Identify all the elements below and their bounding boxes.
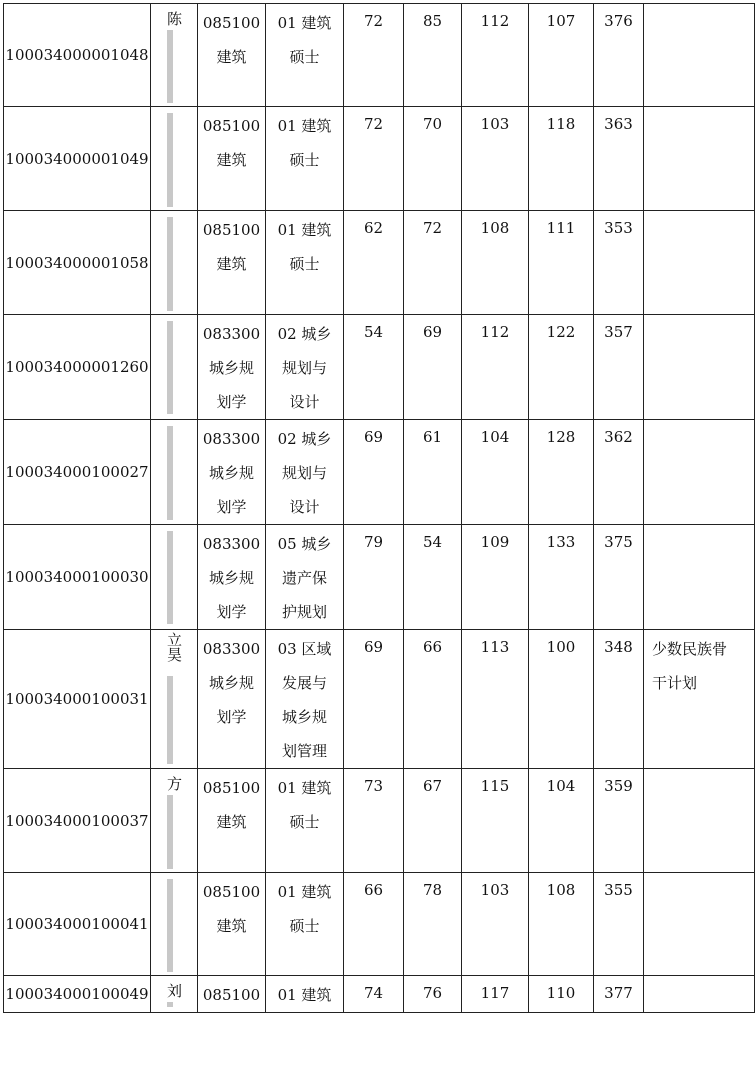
table-row — [4, 976, 755, 1013]
score-language-cell-text: 85 — [422, 12, 443, 30]
score-language-cell-text: 70 — [422, 115, 443, 133]
score-politics-cell-text: 69 — [363, 638, 384, 656]
score-subject2-cell — [529, 315, 594, 420]
direction-cell-text: 01 建筑 硕士 — [277, 14, 332, 66]
name-redaction-mark — [167, 795, 173, 869]
score-politics-cell-text: 69 — [363, 428, 384, 446]
score-language-cell — [404, 107, 462, 211]
score-subject1-cell-text: 115 — [480, 777, 510, 795]
total-score-cell-text: 359 — [604, 777, 633, 795]
major-cell — [198, 4, 266, 107]
score-subject2-cell-text: 108 — [546, 881, 576, 899]
total-score-cell-text: 353 — [604, 219, 633, 237]
candidate-id-cell-text: 100034000100031 — [5, 690, 149, 708]
score-politics-cell-text: 62 — [363, 219, 384, 237]
score-subject2-cell-text: 133 — [546, 533, 576, 551]
direction-cell-text: 01 建筑 硕士 — [277, 221, 332, 273]
major-cell — [198, 211, 266, 315]
direction-cell-text: 01 建筑 硕士 — [277, 779, 332, 831]
total-score-cell-text: 376 — [604, 12, 633, 30]
total-score-cell — [594, 4, 644, 107]
note-cell — [644, 976, 755, 1013]
score-subject2-cell-text: 104 — [546, 777, 576, 795]
total-score-cell — [594, 976, 644, 1013]
direction-cell-text: 01 建筑 硕士 — [277, 117, 332, 169]
score-politics-cell-text: 72 — [363, 12, 384, 30]
total-score-cell-text: 362 — [604, 428, 633, 446]
total-score-cell — [594, 211, 644, 315]
score-subject1-cell — [462, 420, 529, 525]
score-subject1-cell — [462, 107, 529, 211]
candidate-id-cell — [4, 107, 151, 211]
score-subject1-cell-text: 112 — [480, 12, 510, 30]
direction-cell — [266, 769, 344, 873]
direction-cell — [266, 4, 344, 107]
total-score-cell-text: 375 — [604, 533, 633, 551]
note-cell — [644, 769, 755, 873]
candidate-name-cell — [151, 211, 198, 315]
major-cell — [198, 315, 266, 420]
name-redaction-mark — [167, 531, 173, 624]
candidate-name-cell — [151, 630, 198, 769]
name-redaction-mark — [167, 321, 173, 414]
direction-cell — [266, 211, 344, 315]
score-subject1-cell-text: 104 — [480, 428, 510, 446]
score-subject1-cell — [462, 976, 529, 1013]
candidate-id-cell — [4, 420, 151, 525]
major-cell-text: 083300 城乡规 划学 — [202, 640, 261, 726]
candidate-id-cell-text: 100034000100049 — [5, 985, 149, 1003]
candidate-name-cell — [151, 420, 198, 525]
total-score-cell — [594, 107, 644, 211]
candidate-id-cell-text: 100034000001048 — [5, 46, 149, 64]
candidate-id-cell — [4, 4, 151, 107]
score-politics-cell — [344, 630, 404, 769]
score-subject2-cell-text: 107 — [546, 12, 576, 30]
table-row — [4, 630, 755, 769]
major-cell-text: 085100 建筑 — [202, 117, 261, 169]
note-cell — [644, 420, 755, 525]
candidate-id-cell-text: 100034000001058 — [5, 253, 149, 272]
score-language-cell — [404, 630, 462, 769]
score-language-cell-text: 61 — [422, 428, 443, 446]
table-row — [4, 873, 755, 976]
score-politics-cell-text: 79 — [363, 533, 384, 551]
candidate-id-cell-text: 100034000100027 — [5, 463, 149, 481]
score-politics-cell-text: 66 — [363, 881, 384, 899]
score-politics-cell-text: 73 — [363, 777, 384, 795]
score-subject1-cell — [462, 211, 529, 315]
total-score-cell — [594, 315, 644, 420]
note-cell — [644, 4, 755, 107]
score-language-cell-text: 66 — [422, 638, 443, 656]
score-subject2-cell — [529, 630, 594, 769]
candidate-name-cell — [151, 873, 198, 976]
score-politics-cell — [344, 420, 404, 525]
major-cell — [198, 769, 266, 873]
direction-cell — [266, 315, 344, 420]
candidate-id-cell — [4, 976, 151, 1013]
score-subject1-cell-text: 113 — [480, 638, 510, 656]
score-language-cell — [404, 315, 462, 420]
score-subject1-cell — [462, 630, 529, 769]
score-subject2-cell-text: 110 — [546, 984, 576, 1002]
table-row — [4, 4, 755, 107]
major-cell — [198, 976, 266, 1013]
note-cell-text: 少数民族骨 干计划 — [652, 640, 728, 692]
name-redaction-mark — [167, 879, 173, 972]
direction-cell-text: 02 城乡 规划与 设计 — [277, 430, 332, 516]
score-politics-cell-text: 72 — [363, 115, 384, 133]
candidate-name-cell-text: 刘 — [165, 983, 183, 998]
score-politics-cell — [344, 107, 404, 211]
score-subject2-cell — [529, 420, 594, 525]
table-row — [4, 420, 755, 525]
score-subject2-cell — [529, 976, 594, 1013]
major-cell — [198, 107, 266, 211]
note-cell — [644, 107, 755, 211]
direction-cell — [266, 107, 344, 211]
score-subject2-cell — [529, 525, 594, 630]
score-politics-cell — [344, 315, 404, 420]
name-redaction-mark — [167, 1002, 173, 1007]
candidate-name-cell — [151, 315, 198, 420]
score-subject1-cell — [462, 315, 529, 420]
score-subject1-cell — [462, 873, 529, 976]
score-politics-cell-text: 74 — [363, 984, 384, 1002]
candidate-name-cell — [151, 769, 198, 873]
score-subject1-cell-text: 112 — [480, 323, 510, 341]
score-subject1-cell-text: 108 — [480, 219, 510, 237]
score-politics-cell — [344, 976, 404, 1013]
table-row — [4, 769, 755, 873]
candidate-id-cell-text: 100034000100041 — [5, 915, 149, 933]
score-subject1-cell-text: 117 — [480, 984, 510, 1002]
total-score-cell — [594, 525, 644, 630]
total-score-cell — [594, 420, 644, 525]
direction-cell-text: 01 建筑 硕士 — [277, 883, 332, 935]
candidate-name-cell-text: 立昊 — [165, 632, 183, 662]
score-politics-cell — [344, 525, 404, 630]
score-subject2-cell — [529, 769, 594, 873]
total-score-cell — [594, 630, 644, 769]
name-redaction-mark — [167, 426, 173, 520]
score-language-cell-text: 72 — [422, 219, 443, 237]
score-subject2-cell — [529, 873, 594, 976]
score-politics-cell — [344, 211, 404, 315]
score-language-cell-text: 78 — [422, 881, 443, 899]
score-politics-cell — [344, 873, 404, 976]
candidate-name-cell — [151, 107, 198, 211]
candidate-id-cell — [4, 211, 151, 315]
major-cell — [198, 525, 266, 630]
score-language-cell-text: 54 — [422, 533, 443, 551]
major-cell-text: 085100 — [202, 986, 261, 1004]
score-politics-cell — [344, 4, 404, 107]
score-subject1-cell — [462, 525, 529, 630]
table-body — [4, 4, 755, 1013]
direction-cell — [266, 873, 344, 976]
candidate-name-cell-text: 陈 — [165, 11, 183, 26]
candidate-name-cell — [151, 525, 198, 630]
candidate-name-cell — [151, 4, 198, 107]
score-language-cell-text: 67 — [422, 777, 443, 795]
note-cell — [644, 873, 755, 976]
candidate-id-cell — [4, 525, 151, 630]
direction-cell — [266, 420, 344, 525]
candidate-name-cell-text: 方 — [165, 776, 183, 791]
score-subject2-cell-text: 100 — [546, 638, 576, 656]
score-subject1-cell-text: 103 — [480, 881, 510, 899]
direction-cell — [266, 976, 344, 1013]
score-subject1-cell — [462, 769, 529, 873]
major-cell-text: 083300 城乡规 划学 — [202, 535, 261, 621]
score-language-cell — [404, 4, 462, 107]
score-subject1-cell — [462, 4, 529, 107]
score-language-cell — [404, 525, 462, 630]
total-score-cell-text: 357 — [604, 323, 633, 341]
score-politics-cell — [344, 769, 404, 873]
total-score-cell-text: 348 — [604, 638, 633, 656]
score-language-cell — [404, 420, 462, 525]
note-cell — [644, 315, 755, 420]
major-cell-text: 085100 建筑 — [202, 14, 261, 66]
major-cell-text: 083300 城乡规 划学 — [202, 325, 261, 411]
name-redaction-mark — [167, 113, 173, 207]
name-redaction-mark — [167, 217, 173, 311]
candidate-id-cell-text: 100034000100030 — [5, 568, 149, 586]
major-cell — [198, 873, 266, 976]
note-cell — [644, 211, 755, 315]
total-score-cell-text: 363 — [604, 115, 633, 133]
total-score-cell-text: 355 — [604, 881, 633, 899]
total-score-cell — [594, 769, 644, 873]
major-cell-text: 085100 建筑 — [202, 883, 261, 935]
candidate-id-cell-text: 100034000100037 — [5, 811, 149, 830]
direction-cell-text: 01 建筑 — [277, 986, 332, 1004]
major-cell-text: 083300 城乡规 划学 — [202, 430, 261, 516]
table-row — [4, 315, 755, 420]
score-subject2-cell — [529, 211, 594, 315]
candidate-id-cell — [4, 769, 151, 873]
score-subject2-cell-text: 122 — [546, 323, 576, 341]
score-subject1-cell-text: 103 — [480, 115, 510, 133]
major-cell — [198, 420, 266, 525]
note-cell — [644, 630, 755, 769]
candidate-id-cell — [4, 315, 151, 420]
name-redaction-mark — [167, 676, 173, 764]
table-row — [4, 525, 755, 630]
score-language-cell — [404, 976, 462, 1013]
score-language-cell — [404, 211, 462, 315]
total-score-cell-text: 377 — [604, 984, 633, 1002]
major-cell — [198, 630, 266, 769]
score-language-cell — [404, 769, 462, 873]
direction-cell — [266, 525, 344, 630]
score-subject1-cell-text: 109 — [480, 533, 510, 551]
name-redaction-mark — [167, 30, 173, 103]
score-language-cell-text: 76 — [422, 984, 443, 1002]
direction-cell-text: 05 城乡 遗产保 护规划 — [277, 535, 332, 621]
score-subject2-cell-text: 118 — [546, 115, 576, 133]
candidate-id-cell — [4, 873, 151, 976]
score-subject2-cell — [529, 107, 594, 211]
score-subject2-cell — [529, 4, 594, 107]
table-row — [4, 211, 755, 315]
note-cell — [644, 525, 755, 630]
candidate-id-cell — [4, 630, 151, 769]
score-politics-cell-text: 54 — [363, 323, 384, 341]
candidate-name-cell — [151, 976, 198, 1013]
candidate-id-cell-text: 100034000001260 — [5, 358, 149, 376]
score-subject2-cell-text: 128 — [546, 428, 576, 446]
direction-cell-text: 03 区域 发展与 城乡规 划管理 — [277, 640, 332, 760]
direction-cell — [266, 630, 344, 769]
major-cell-text: 085100 建筑 — [202, 221, 261, 273]
candidate-id-cell-text: 100034000001049 — [5, 149, 149, 168]
total-score-cell — [594, 873, 644, 976]
table-row — [4, 107, 755, 211]
score-subject2-cell-text: 111 — [546, 219, 576, 237]
score-language-cell — [404, 873, 462, 976]
direction-cell-text: 02 城乡 规划与 设计 — [277, 325, 332, 411]
score-language-cell-text: 69 — [422, 323, 443, 341]
score-table — [3, 3, 755, 1013]
major-cell-text: 085100 建筑 — [202, 779, 261, 831]
